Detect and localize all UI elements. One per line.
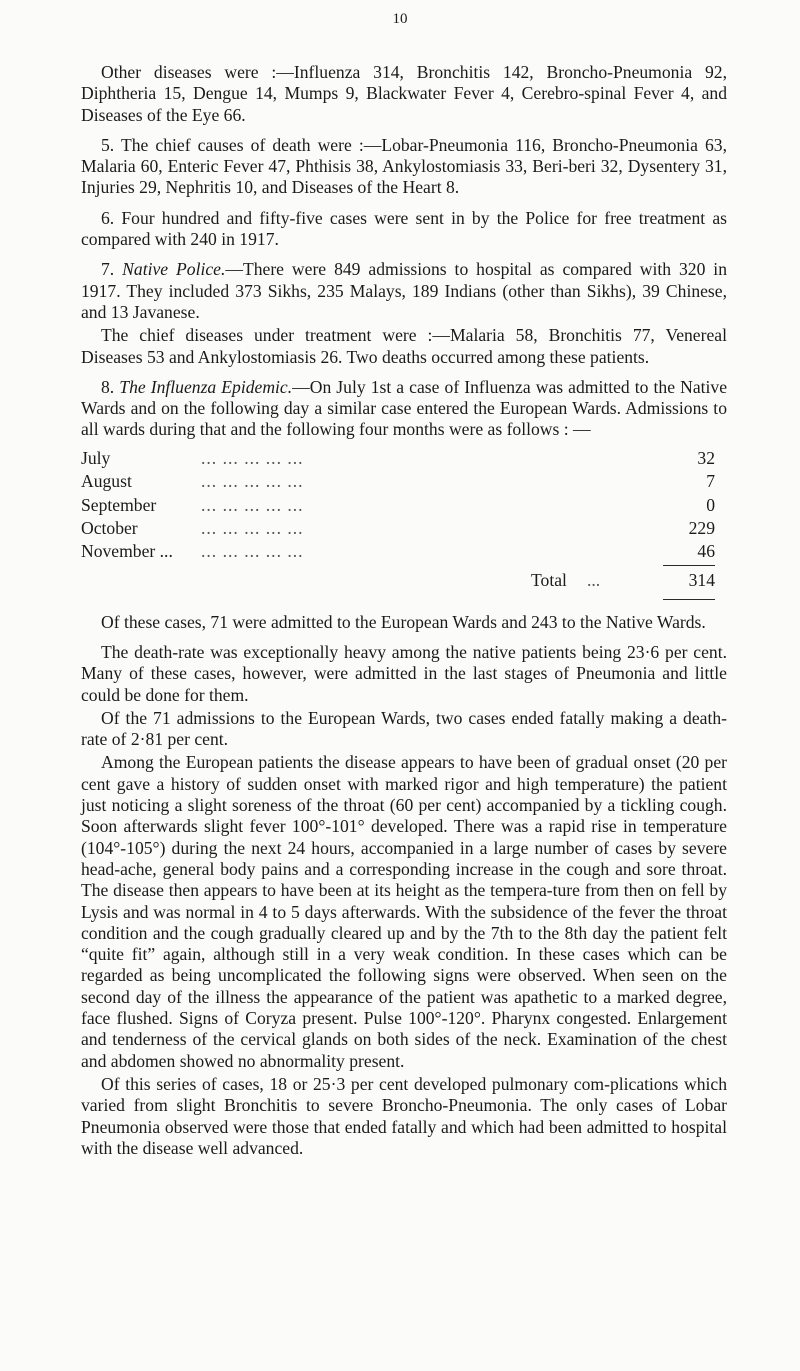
paragraph-complications: Of this series of cases, 18 or 25·3 per cent developed pulmonary com-plications which varied from slight Bronchitis to severe Broncho-Pneumonia. The only cases of Lobar Pneumonia observed were those that ended fatally and which had been admitted to hospital with the disease well advanced. (81, 1073, 727, 1158)
section-number: 7. (101, 259, 115, 280)
table-row (81, 471, 727, 494)
month-label: November ... (81, 541, 173, 562)
paragraph-6-police-cases: 6. Four hundred and fifty-five cases were sent in by the Police for free treatment as compared with 240 in 1917. (81, 207, 727, 250)
admission-count: 7 (706, 471, 715, 492)
total-rule (663, 599, 715, 600)
total-row (81, 570, 727, 594)
section-title: Native Police. (122, 259, 226, 280)
dot-leader: ... ... ... ... ... (201, 471, 304, 492)
total-label: Total (531, 569, 567, 590)
paragraph-other-diseases: Other diseases were :—Influenza 314, Bronchitis 142, Broncho-Pneumonia 92, Diphtheria 15, Dengue 14, Mumps 9, Blackwater Fever 4, Cerebro-spinal Fever 4, and Diseases of the Eye 66. (81, 62, 727, 125)
paragraph-native-death-rate: The death-rate was exceptionally heavy among the native patients being 23·6 per cent. Many of these cases, however, were admitted in the last stages of Pneumonia and little could be done for them. (81, 642, 727, 705)
admission-count: 229 (688, 517, 715, 538)
dot-leader: ... (587, 569, 601, 590)
dot-leader: ... ... ... ... ... (201, 447, 304, 468)
section-body: —On July 1st a case of Influenza was admitted to the Native Wards and on the following day a similar case entered the European Wards. Admissions to all wards during that and the following four months were as follows : — (81, 376, 728, 440)
admission-count: 46 (697, 541, 715, 562)
dot-leader: ... ... ... ... ... (201, 494, 304, 515)
paragraph-7-native-police (81, 259, 727, 323)
page-number: 10 (392, 11, 408, 27)
paragraph-5-causes-of-death: 5. The chief causes of death were :—Lobar-Pneumonia 116, Broncho-Pneumonia 63, Malaria 60, Enteric Fever 47, Phthisis 38, Ankylostomiasis 33, Beri-beri 32, Dysentery 31, Injuries 29, Nephritis 10, and Diseases of the Heart 8. (81, 134, 727, 198)
admission-count: 32 (697, 447, 715, 468)
admissions-table (81, 448, 727, 600)
dot-leader: ... ... ... ... ... (201, 541, 304, 562)
total-value: 314 (688, 569, 715, 590)
month-label: August (81, 471, 132, 492)
paragraph-clinical-course: Among the European patients the disease appears to have been of gradual onset (20 per cent gave a history of sudden onset with marked rigor and high temperature) the patient just noticing a slight soreness of the throat (60 per cent) accompanied by a tickling cough. Soon afterwards slight fever 100°-101° developed. There was a rapid rise in temperature (104°-105°) during the next 24 hours, accompanied in a large number of cases by severe head-ache, general body pains and a corresponding increase in the cough and sore throat. The disease then appears to have been at its height as the tempera-ture from then on fell by Lysis and was normal in 4 to 5 days afterwards. With the subsidence of the fever the throat condition and the cough gradually cleared up and by the 7th to the 8th day the patient felt “quite fit” again, although still in a very weak condition. In these cases which can be regarded as being uncomplicated the following signs were observed. When seen on the second day of the illness the appearance of the patient was apathetic to a marked degree, face flushed. Signs of Coryza present. Pulse 100°-120°. Pharynx congested. Enlargement and tenderness of the cervical glands on both sides of the neck. Examination of the chest and abdomen showed no abnormality present. (81, 752, 727, 1071)
table-row (81, 448, 727, 471)
section-title: The Influenza Epidemic. (119, 376, 293, 397)
paragraph-8-influenza (81, 377, 727, 441)
admission-count: 0 (706, 494, 715, 515)
body-text (81, 62, 727, 1168)
section-body: —There were 849 admissions to hospital as compared with 320 in 1917. They included 373 Sikhs, 235 Malays, 189 Indians (other than Sikhs), 39 Chinese, and 13 Javanese. (81, 259, 727, 322)
paragraph-ward-split: Of these cases, 71 were admitted to the European Wards and 243 to the Native Wards. (101, 611, 706, 632)
paragraph-7-diseases: The chief diseases under treatment were :—Malaria 58, Bronchitis 77, Venereal Diseases 53 and Ankylostomiasis 26. Two deaths occurred among these patients. (81, 325, 727, 367)
section-number: 8. (101, 376, 115, 397)
month-label: July (81, 447, 111, 468)
table-row (81, 541, 727, 564)
sum-rule (663, 565, 715, 566)
table-row (81, 495, 727, 518)
table-row (81, 518, 727, 541)
paragraph-european-death-rate: Of the 71 admissions to the European Wards, two cases ended fatally making a death-rate of 2·81 per cent. (81, 707, 727, 750)
month-label: September (81, 494, 157, 515)
dot-leader: ... ... ... ... ... (201, 517, 304, 538)
month-label: October (81, 517, 138, 538)
